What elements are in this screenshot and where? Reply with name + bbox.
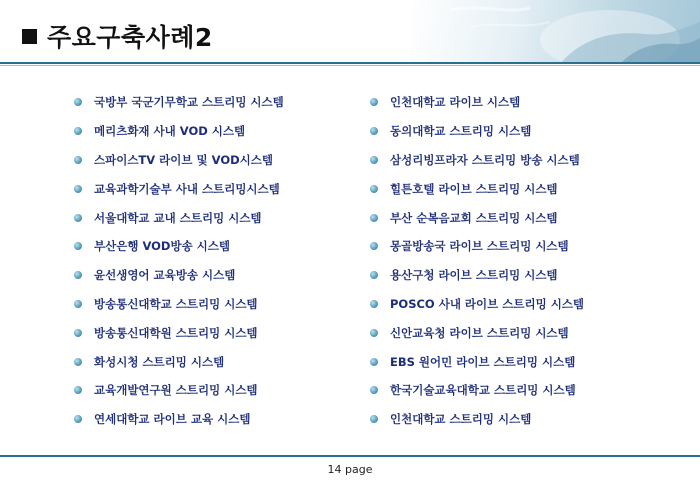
bullet-icon [74, 329, 82, 337]
list-item-label: 인천대학교 스트리밍 시스템 [390, 412, 532, 427]
header-divider-light [0, 65, 700, 66]
case-list-left [74, 88, 284, 434]
bullet-icon [74, 358, 82, 366]
bullet-icon [370, 156, 378, 164]
list-item [370, 347, 584, 376]
list-item-label: 몽골방송국 라이브 스트리밍 시스템 [390, 239, 569, 254]
list-item-label: 연세대학교 라이브 교육 시스템 [94, 412, 251, 427]
list-item [370, 117, 584, 146]
bullet-icon [370, 98, 378, 106]
bullet-icon [74, 300, 82, 308]
list-item-label: 신안교육청 라이브 스트리밍 시스템 [390, 325, 569, 340]
bullet-icon [74, 242, 82, 250]
page-number: 14 page [327, 463, 373, 476]
list-item [370, 376, 584, 405]
handshake-graphic [410, 0, 700, 64]
list-item [74, 405, 284, 434]
list-item-label: 한국기술교육대학교 스트리밍 시스템 [390, 383, 576, 398]
bullet-icon [74, 386, 82, 394]
case-list-right [370, 88, 584, 434]
list-item-label: EBS 원어민 라이브 스트리밍 시스템 [390, 354, 576, 369]
header-divider [0, 62, 700, 64]
list-item-label: 방송통신대학원 스트리밍 시스템 [94, 325, 258, 340]
bullet-icon [370, 358, 378, 366]
list-item [370, 290, 584, 319]
list-item [74, 318, 284, 347]
list-item-label: 삼성리빙프라자 스트리밍 방송 시스템 [390, 152, 580, 167]
bullet-icon [74, 127, 82, 135]
footer-divider [0, 455, 700, 457]
bullet-icon [370, 415, 378, 423]
slide-header [0, 0, 700, 66]
list-item-label: 화성시청 스트리밍 시스템 [94, 354, 225, 369]
title-row [22, 18, 213, 54]
list-item-label: 동의대학교 스트리밍 시스템 [390, 124, 532, 139]
list-item [370, 146, 584, 175]
list-item [74, 376, 284, 405]
bullet-icon [74, 156, 82, 164]
bullet-icon [370, 329, 378, 337]
list-item [74, 203, 284, 232]
list-item-label: 메리츠화재 사내 VOD 시스템 [94, 124, 246, 139]
list-item-label: 윤선생영어 교육방송 시스템 [94, 268, 236, 283]
list-item-label: 교육과학기술부 사내 스트리밍시스템 [94, 181, 280, 196]
list-item [74, 146, 284, 175]
bullet-icon [370, 271, 378, 279]
bullet-icon [370, 127, 378, 135]
page-title: 주요구축사례2 [47, 23, 213, 52]
list-item [370, 405, 584, 434]
bullet-icon [370, 242, 378, 250]
bullet-icon [74, 214, 82, 222]
list-item [74, 117, 284, 146]
list-item-label: 교육개발연구원 스트리밍 시스템 [94, 383, 258, 398]
list-item [370, 174, 584, 203]
list-item-label: 부산 순복음교회 스트리밍 시스템 [390, 210, 558, 225]
list-item [370, 318, 584, 347]
header-decoration-image [410, 0, 700, 64]
list-item-label: POSCO 사내 라이브 스트리밍 시스템 [390, 296, 585, 311]
list-item [74, 290, 284, 319]
list-item [370, 203, 584, 232]
list-item-label: 스파이스TV 라이브 및 VOD시스템 [94, 152, 273, 167]
bullet-icon [370, 300, 378, 308]
list-item [74, 174, 284, 203]
list-item-label: 서울대학교 교내 스트리밍 시스템 [94, 210, 262, 225]
list-item-label: 힐튼호텔 라이브 스트리밍 시스템 [390, 181, 558, 196]
list-item-label: 용산구청 라이브 스트리밍 시스템 [390, 268, 558, 283]
list-item [370, 232, 584, 261]
bullet-icon [370, 386, 378, 394]
bullet-icon [74, 185, 82, 193]
list-item-label: 국방부 국군기무학교 스트리밍 시스템 [94, 95, 284, 110]
list-item [74, 232, 284, 261]
list-item-label: 방송통신대학교 스트리밍 시스템 [94, 296, 258, 311]
list-item-label: 인천대학교 라이브 시스템 [390, 95, 521, 110]
bullet-icon [74, 271, 82, 279]
bullet-icon [370, 214, 378, 222]
bullet-icon [370, 185, 378, 193]
bullet-icon [74, 415, 82, 423]
title-square-icon [22, 29, 37, 44]
list-item [370, 261, 584, 290]
list-item [74, 88, 284, 117]
list-item-label: 부산은행 VOD방송 시스템 [94, 239, 231, 254]
bullet-icon [74, 98, 82, 106]
list-item [370, 88, 584, 117]
list-item [74, 261, 284, 290]
list-item [74, 347, 284, 376]
